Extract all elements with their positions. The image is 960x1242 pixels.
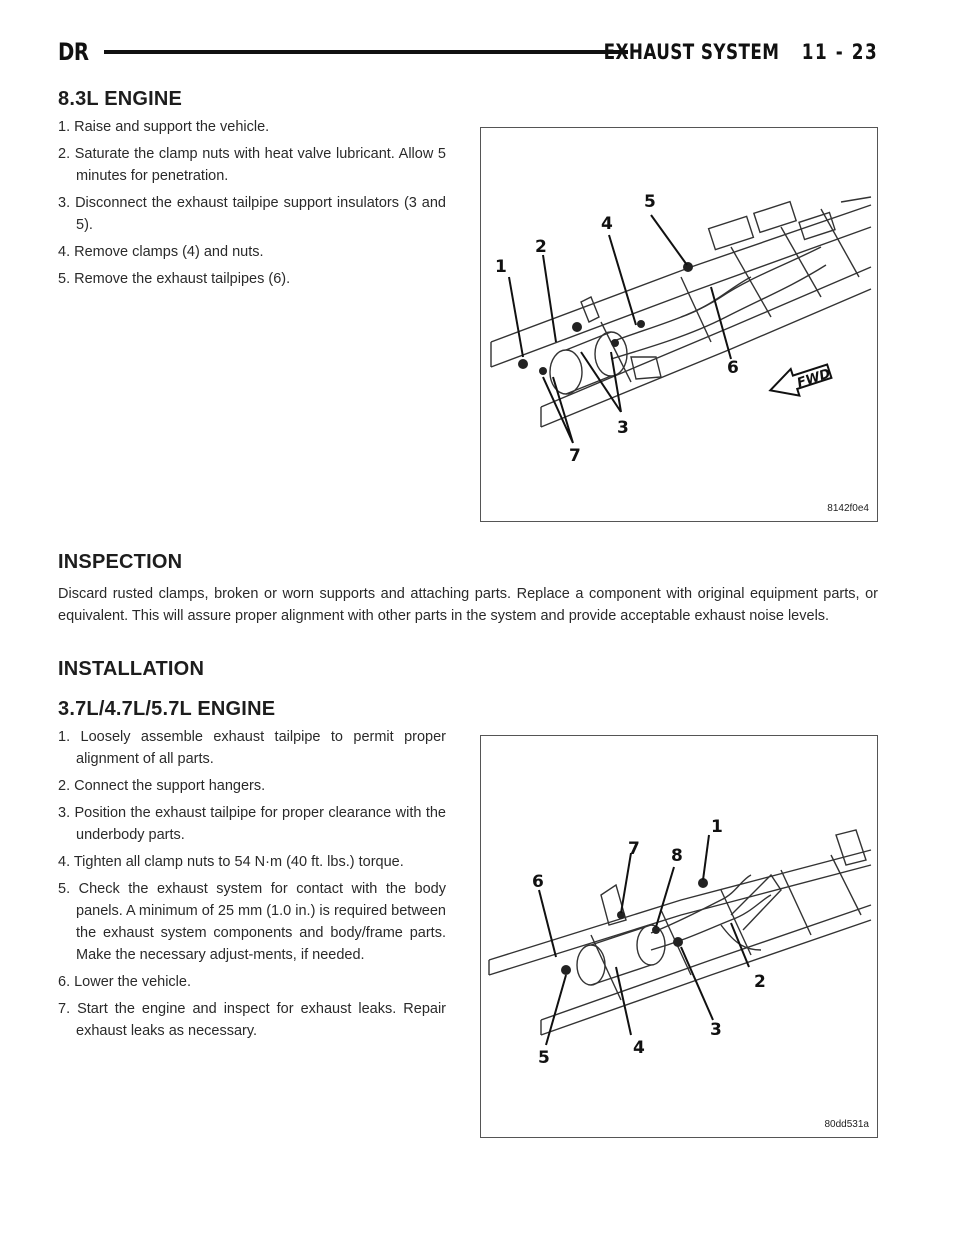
callout-5: 5 <box>644 192 656 212</box>
figure-exhaust-removal-drawing <box>481 127 877 522</box>
step-item: 7. Start the engine and inspect for exhaust leaks. Repair exhaust leaks as necessary. <box>58 1001 446 1039</box>
step-item: 4. Tighten all clamp nuts to 54 N·m (40 ft. lbs.) torque. <box>58 854 404 870</box>
step-item: 4. Remove clamps (4) and nuts. <box>58 244 264 260</box>
callout-1: 1 <box>711 817 723 837</box>
step-item: 2. Connect the support hangers. <box>58 778 266 794</box>
inspection-paragraph: Discard rusted clamps, broken or worn supports and attaching parts. Replace a component with original equipment parts, or equivalent. This will assure proper alignment with other parts in the system and provide acceptable exhaust noise levels. <box>58 586 878 624</box>
header-page-number: 11 - 23 <box>801 40 878 64</box>
step-item: 1. Loosely assemble exhaust tailpipe to permit proper alignment of all parts. <box>58 729 446 767</box>
figure-code: 80dd531a <box>824 1119 869 1130</box>
heading-installation: INSTALLATION <box>58 658 205 680</box>
step-item: 2. Saturate the clamp nuts with heat valve lubricant. Allow 5 minutes for penetration. <box>58 146 446 184</box>
page-header <box>58 38 878 68</box>
header-section-title: EXHAUST SYSTEM <box>603 40 779 64</box>
callout-2: 2 <box>754 972 766 992</box>
heading-83l-engine: 8.3L ENGINE <box>58 88 183 110</box>
step-item: 1. Raise and support the vehicle. <box>58 119 270 135</box>
callout-7: 7 <box>628 839 640 859</box>
step-item: 3. Position the exhaust tailpipe for proper clearance with the underbody parts. <box>58 805 446 843</box>
callout-4: 4 <box>601 214 613 234</box>
forward-arrow-label: FWD <box>795 366 833 392</box>
heading-engine-variants: 3.7L/4.7L/5.7L ENGINE <box>58 698 276 720</box>
callout-6: 6 <box>532 872 544 892</box>
callout-7: 7 <box>569 446 581 466</box>
callout-4: 4 <box>633 1038 645 1058</box>
removal-steps-83l <box>58 116 446 295</box>
callout-1: 1 <box>495 257 507 277</box>
step-item: 5. Check the exhaust system for contact with the body panels. A minimum of 25 mm (1.0 in.) is required between the exhaust system components and body/frame parts. Make the necessary adjust-ments, if needed. <box>58 881 446 963</box>
callout-6: 6 <box>727 358 739 378</box>
callout-3: 3 <box>617 418 629 438</box>
step-item: 5. Remove the exhaust tailpipes (6). <box>58 271 291 287</box>
callout-3: 3 <box>710 1020 722 1040</box>
step-item: 3. Disconnect the exhaust tailpipe support insulators (3 and 5). <box>58 195 446 233</box>
installation-steps <box>58 726 446 1047</box>
callout-8: 8 <box>671 846 683 866</box>
figure-code: 8142f0e4 <box>827 503 869 514</box>
callout-5: 5 <box>538 1048 550 1068</box>
figure-exhaust-installation-drawing <box>481 735 877 1138</box>
figure-exhaust-removal <box>480 127 878 522</box>
header-rule <box>104 50 628 54</box>
header-right <box>603 40 878 64</box>
forward-arrow-icon <box>766 358 834 404</box>
heading-inspection: INSPECTION <box>58 551 183 573</box>
figure-exhaust-installation <box>480 735 878 1138</box>
header-model-code: DR <box>58 38 89 66</box>
callout-2: 2 <box>535 237 547 257</box>
step-item: 6. Lower the vehicle. <box>58 974 191 990</box>
